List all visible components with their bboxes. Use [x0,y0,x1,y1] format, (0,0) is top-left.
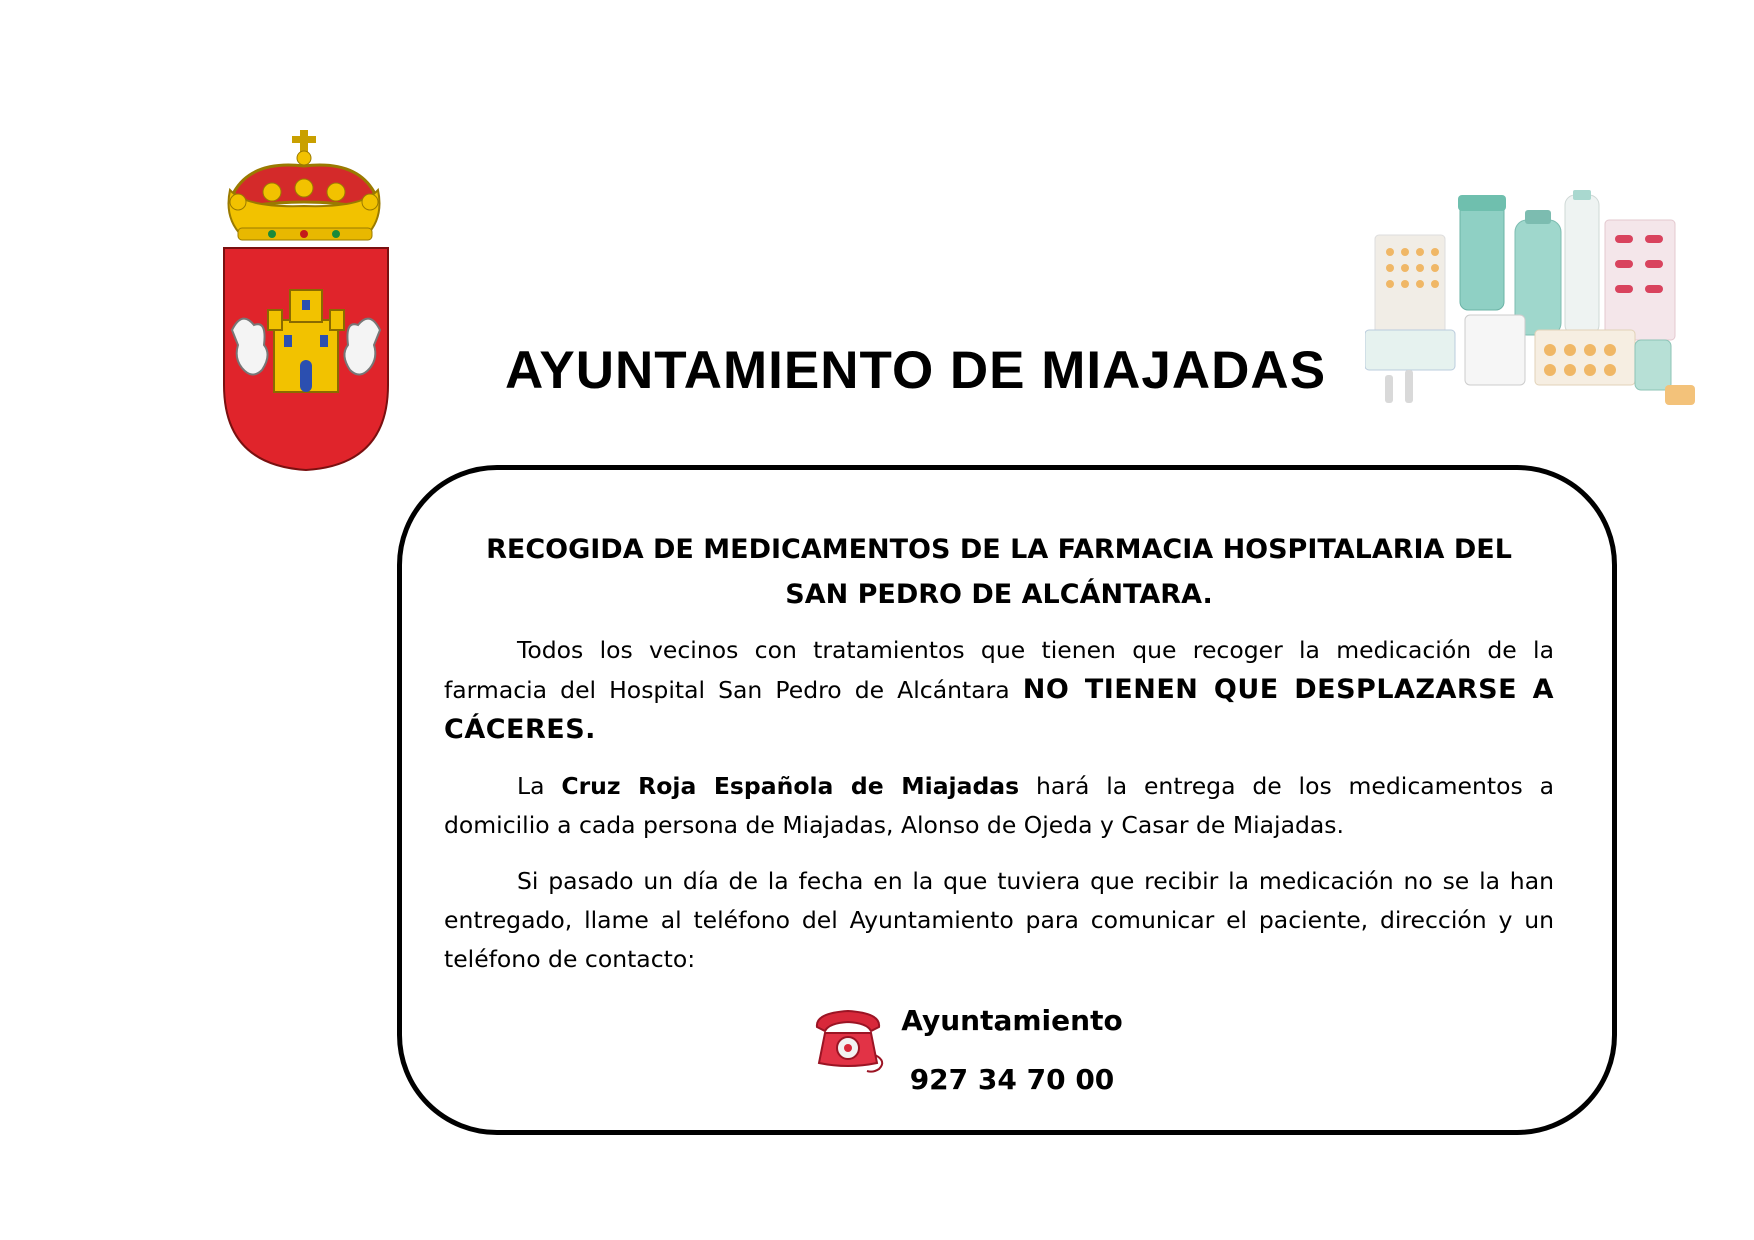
paragraph-1-text: Todos los vecinos con tratamientos que tienen que recoger la medicación de la farmacia del Hospital San Pedro de Alcántara [444,636,1554,704]
notice-box [397,465,1617,1135]
page-title: AYUNTAMIENTO DE MIAJADAS [505,341,1327,400]
paragraph-2-lead: La [517,772,562,800]
notice-content [444,470,1554,1096]
crown [229,130,380,240]
medicines-illustration-icon [1365,190,1710,455]
paragraph-1 [444,631,1554,750]
paragraph-2-rest: hará la entrega de los medicamentos a domicilio a cada persona de Miajadas, Alonso de Ojeda y Casar de Miajadas. [444,772,1554,839]
contact-label: Ayuntamiento [901,1004,1123,1037]
paragraph-3 [444,862,1554,979]
paragraph-2 [444,767,1554,845]
paragraph-3-text: Si pasado un día de la fecha en la que tuviera que recibir la medicación no se la han entregado, llame al teléfono del Ayuntamiento para comunicar el paciente, dirección y un teléfono de contacto: [444,867,1554,973]
notice-heading: RECOGIDA DE MEDICAMENTOS DE LA FARMACIA HOSPITALARIA DEL SAN PEDRO DE ALCÁNTARA. [486,534,1512,610]
contact-block [444,1000,1554,1110]
paragraph-2-organization: Cruz Roja Española de Miajadas [561,772,1020,800]
coat-of-arms-icon [212,130,412,475]
paragraph-1-emphasis: NO TIENEN QUE DESPLAZARSE A CÁCERES. [444,674,1554,745]
telephone-icon [809,1005,887,1077]
contact-phone-number[interactable]: 927 34 70 00 [909,1063,1115,1096]
